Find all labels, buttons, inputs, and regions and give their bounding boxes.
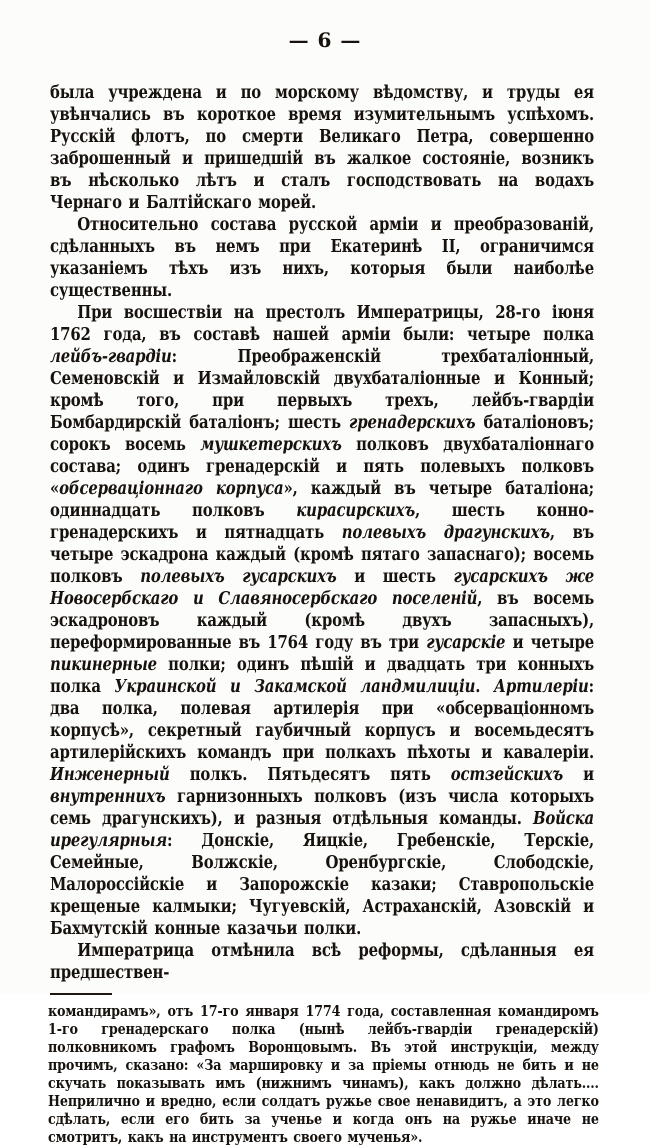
- text-run: баталіоновъ; сорокъ восемь: [50, 413, 594, 455]
- text-run: командирамъ», отъ 17-го января 1774 года, составленная командиромъ 1-го гренадерскаго полка (нынѣ лейбъ-гвардіи гренадерскій) полковникомъ графомъ Воронцовымъ. Въ этой инструкціи, между прочимъ, сказано: «За маршировку и за пріемы отнюдь не бить и не скучать показывать имъ (нижнимъ чинамъ), какъ должно дѣлать.... Неприлично и вредно, если солдатъ ружье свое ненавидитъ, а это легко сдѣлать, если его бить за ученье и когда онъ на ружье иначе не смотритъ, какъ на инструментъ своего мученья».: [48, 1002, 599, 1146]
- text-run: : Преображенскій трехбаталіонный, Семеновскій и Измайловскій двухбаталіонные и Конный; кромѣ того, при первыхъ трехъ, лейбъ-гвардіи Бомбардирскій баталіонъ; шесть: [50, 347, 595, 433]
- italic-text-run: кирасирскихъ: [296, 501, 416, 521]
- italic-text-run: пикинерные: [50, 655, 157, 675]
- text-run: и: [563, 765, 594, 785]
- paragraph-army-composition: [50, 302, 594, 940]
- italic-text-run: полевыхъ гусарскихъ: [140, 567, 337, 587]
- text-run: : два полка, полевая артилерія при «обсерваціонномъ корпусѣ», секретный гаубичный корпусъ и восемьдесятъ артилерійскихъ командъ при полкахъ пѣхоты и кавалеріи.: [50, 677, 594, 763]
- italic-text-run: остзейскихъ: [450, 765, 564, 785]
- text-run: , въ четыре эскадрона каждый (кромѣ пятаго запаснаго); восемь полковъ: [50, 523, 594, 587]
- text-run: гарнизонныхъ полковъ (изъ числа которыхъ семь драгунскихъ), и разныя отдѣльныя команды.: [50, 787, 595, 829]
- page-number: — 6 —: [288, 28, 362, 52]
- body-text: [50, 82, 594, 984]
- text-run: полки; одинъ пѣшій и двадцать три конныхъ полка: [50, 655, 594, 697]
- footnote-text: [48, 1002, 599, 1146]
- text-run: : Донскіе, Яицкіе, Гребенскіе, Терскіе, Семейные, Волжскіе, Оренбургскіе, Слободскіе, Малороссійскіе и Запорожскіе казаки; Ставропольскіе крещеные калмыки; Чугуевскій, Астраханскій, Азовскій и Бахмутскій конные казачьи полки.: [50, 831, 594, 939]
- italic-text-run: мушкетерскихъ: [200, 435, 342, 455]
- paragraph-empress-reforms: [50, 940, 594, 984]
- text-run: полковъ двухбаталіоннаго состава; одинъ гренадерскій и пять полевыхъ полковъ «: [50, 435, 594, 499]
- italic-text-run: гусарскихъ же Новосербскаго и Славяносербскаго поселеній: [50, 567, 594, 609]
- text-run: и четыре: [505, 633, 594, 653]
- paragraph-army-overview: [50, 214, 594, 302]
- italic-text-run: Артилеріи: [493, 677, 589, 697]
- footnote-separator-rule: [50, 993, 112, 995]
- text-run: .: [475, 677, 494, 697]
- footnote-instruction-continuation: [48, 1002, 599, 1146]
- text-run: , въ восемь эскадроновъ каждый (кромѣ двухъ запасныхъ), переформированные въ 1764 году въ три: [50, 589, 594, 653]
- italic-text-run: внутреннихъ: [50, 787, 166, 807]
- page-header: [0, 28, 650, 58]
- text-run: Относительно состава русской арміи и преобразованій, сдѣланныхъ въ немъ при Екатеринѣ II, ограничимся указаніемъ тѣхъ изъ нихъ, которыя были наиболѣе существенны.: [50, 215, 594, 301]
- italic-text-run: обсерваціоннаго корпуса: [59, 479, 284, 499]
- italic-text-run: гусарскіе: [426, 633, 506, 653]
- paragraph-fleet-continuation: [50, 82, 594, 214]
- text-run: и шесть: [336, 567, 454, 587]
- text-run: , шесть конно-гренадерскихъ и пятнадцать: [50, 501, 594, 543]
- text-run: полкъ. Пятьдесятъ пять: [169, 765, 451, 785]
- italic-text-run: гренадерскихъ: [349, 413, 476, 433]
- text-run: Императрица отмѣнила всѣ реформы, сдѣланныя ея предшествен-: [50, 941, 594, 983]
- text-run: была учреждена и по морскому вѣдомству, и труды ея увѣнчались въ короткое время изумительнымъ успѣхомъ. Русскій флотъ, по смерти Великаго Петра, совершенно заброшенный и пришедшій въ жалкое состояніе, возникъ въ нѣсколько лѣтъ и сталъ господствовать на водахъ Чернаго и Балтійскаго морей.: [50, 83, 594, 213]
- italic-text-run: Украинской и Закамской ландмилиціи: [114, 677, 476, 697]
- italic-text-run: Войска ирегулярныя: [50, 809, 594, 851]
- text-run: », каждый въ четыре баталіона; одиннадцать полковъ: [50, 479, 594, 521]
- italic-text-run: полевыхъ драгунскихъ: [341, 523, 550, 543]
- italic-text-run: лейбъ-гвардіи: [50, 347, 172, 367]
- text-run: При восшествіи на престолъ Императрицы, 28-го іюня 1762 года, въ составѣ нашей арміи были: четыре полка: [50, 303, 594, 345]
- italic-text-run: Инженерный: [50, 765, 170, 785]
